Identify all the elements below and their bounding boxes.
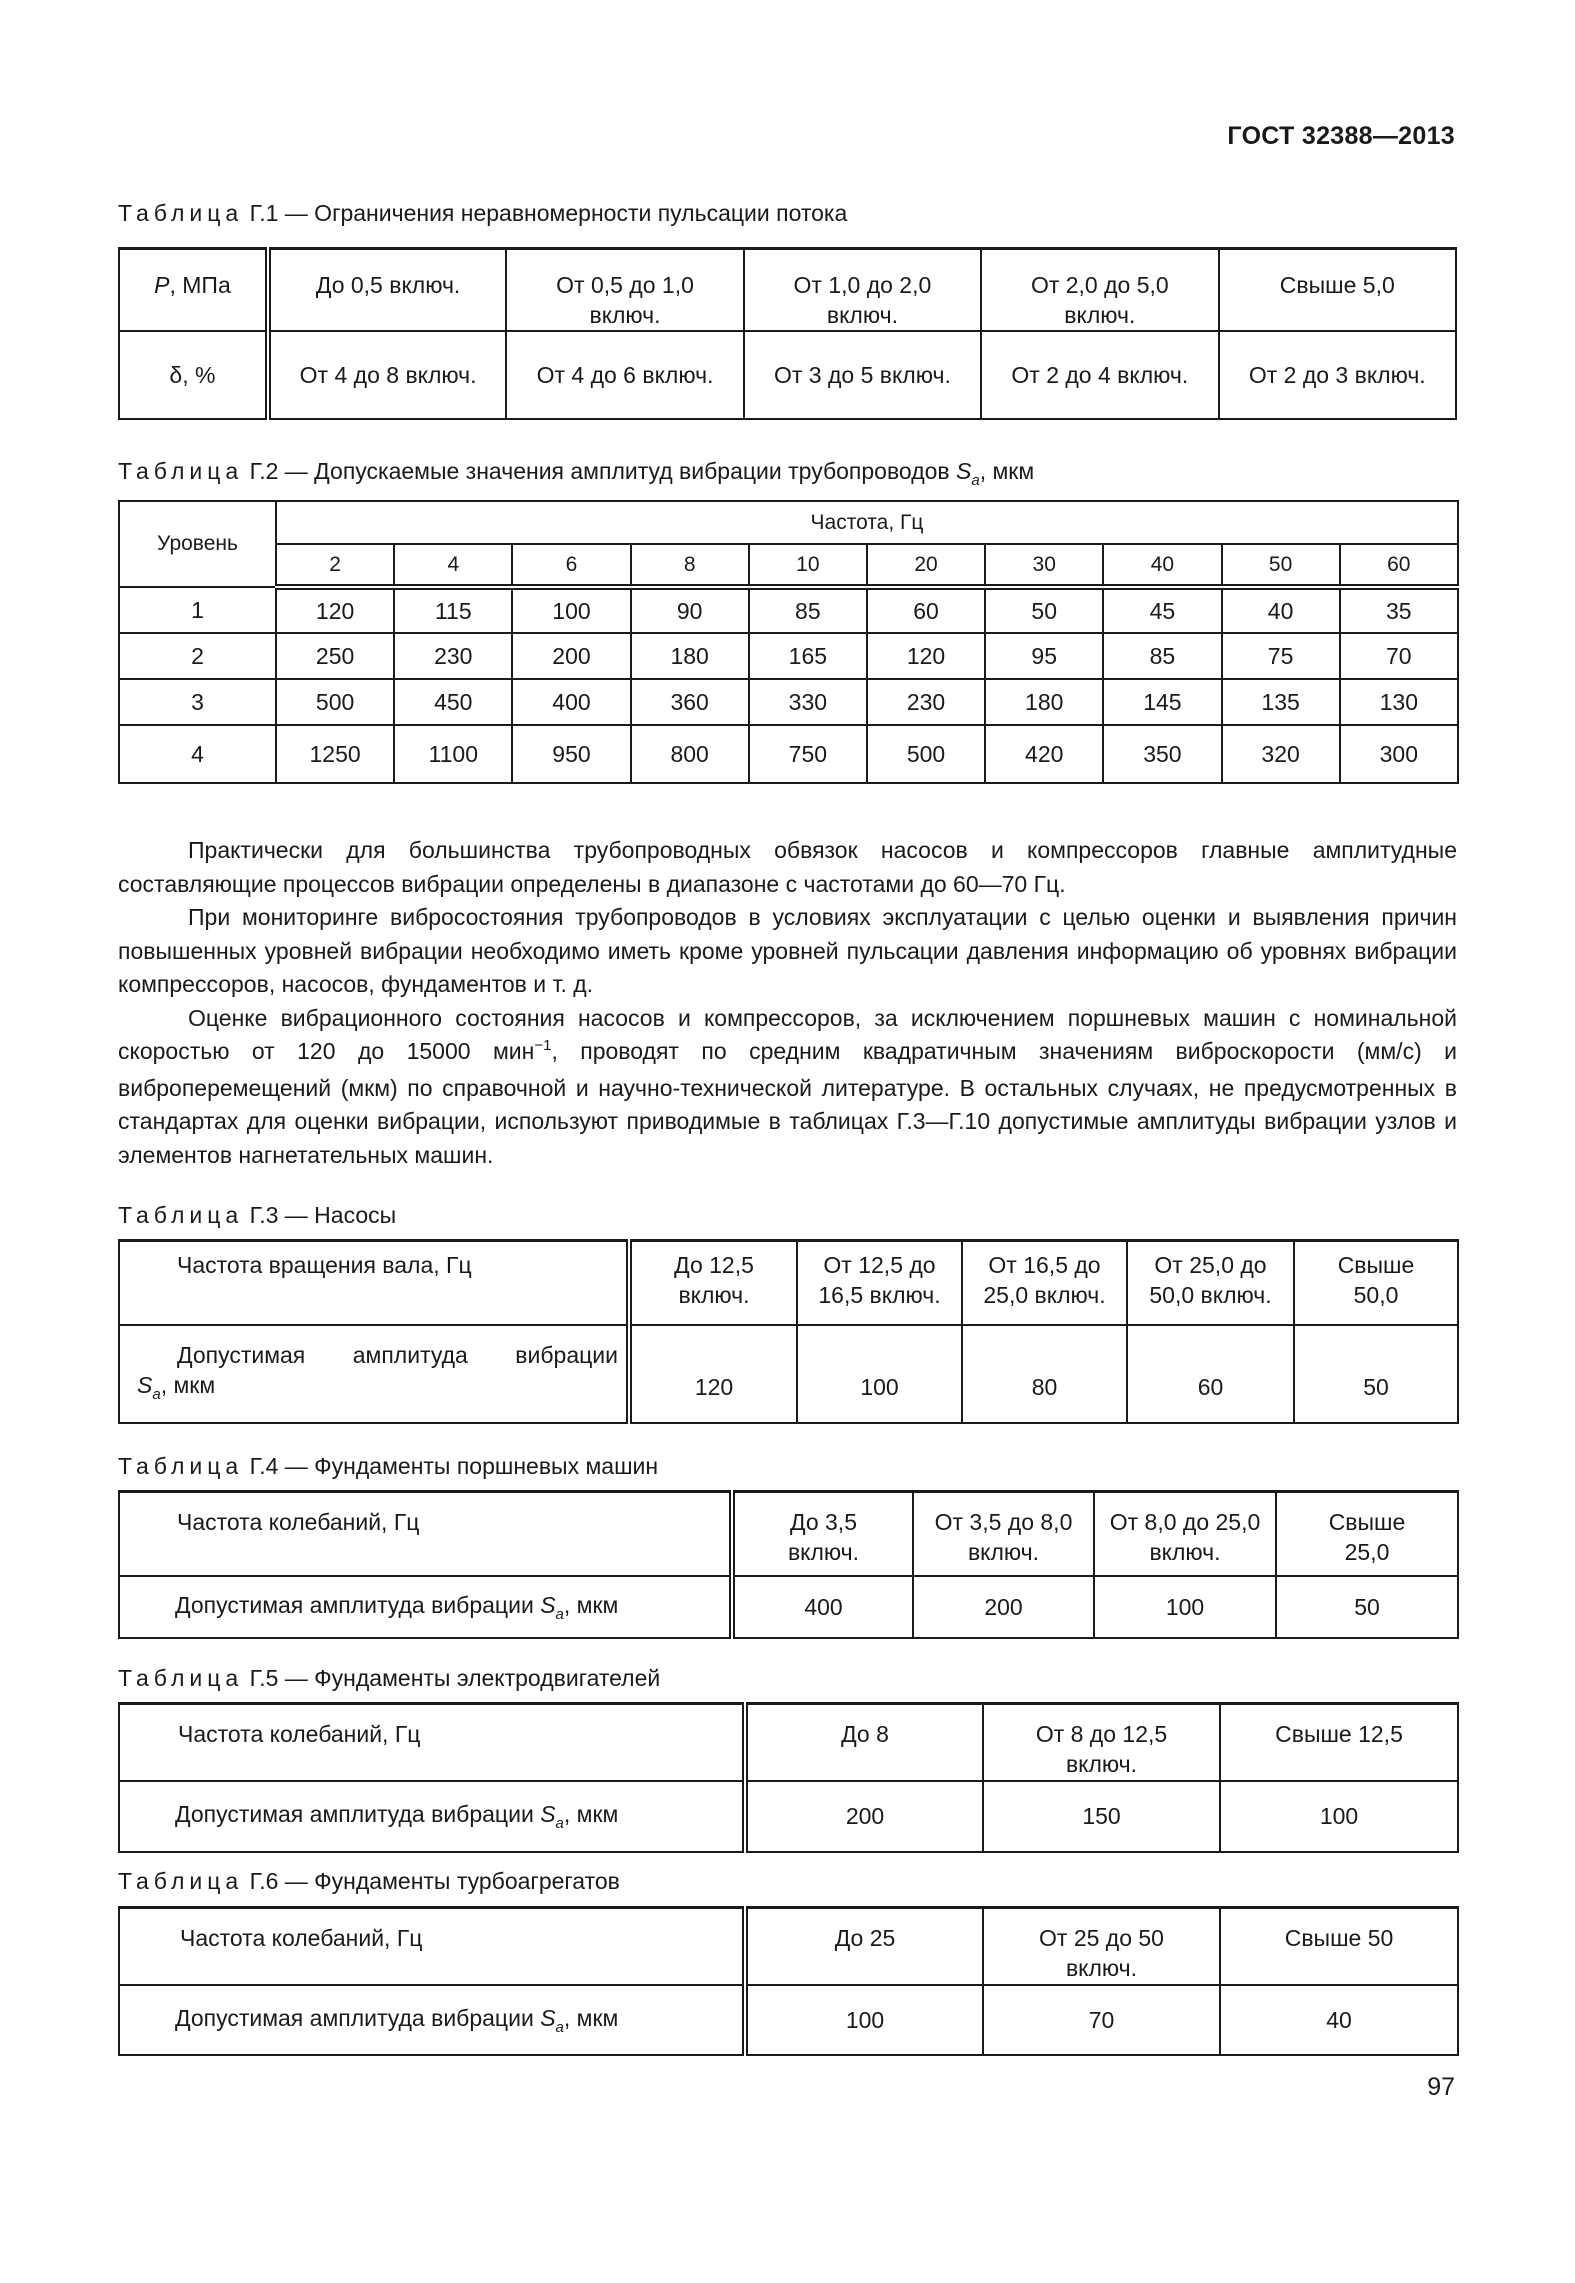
g1-head-col: До 0,5 включ. [268, 249, 506, 332]
table-g5 [118, 1702, 1459, 1853]
g2-value-cell: 180 [985, 679, 1103, 725]
g3-row-label-line2 [137, 1370, 618, 1404]
g1-head-col: От 0,5 до 1,0 включ. [506, 249, 743, 332]
g2-value-cell: 400 [512, 679, 630, 725]
g2-value-cell: 500 [867, 725, 985, 783]
g4-cell: 200 [913, 1576, 1094, 1638]
g2-value-cell: 230 [394, 633, 512, 679]
g2-value-cell: 500 [276, 679, 394, 725]
g1-row-label: δ, % [119, 331, 268, 419]
paragraph-text: При мониторинге вибросостояния трубопроводов в условиях эксплуатации с целью оценки и выявления причин повышенных уровней вибрации необходимо иметь кроме уровней пульсации давления информацию об уровнях вибрации компрессоров, насосов, фундаментов и т. д. [118, 904, 1457, 997]
g4-cell: 50 [1276, 1576, 1458, 1638]
g6-cell: 40 [1220, 1985, 1458, 2055]
g2-level-cell: 3 [119, 679, 276, 725]
g3-cell: 100 [797, 1325, 962, 1423]
table-g5-caption [118, 1665, 660, 1692]
g3-head-col: Свыше 50,0 [1294, 1241, 1458, 1325]
g2-level-cell: 2 [119, 633, 276, 679]
g4-row-label [119, 1576, 732, 1638]
g2-value-cell: 950 [512, 725, 630, 783]
symbol: S [540, 2004, 556, 2031]
g1-cell: От 2 до 4 включ. [981, 331, 1218, 419]
g1-cell: От 3 до 5 включ. [744, 331, 981, 419]
paragraph: Практически для большинства трубопроводных обвязок насосов и компрессоров главные амплитудные составляющие процессов вибрации определены в диапазоне с частотами до 60—70 Гц. [118, 837, 1457, 897]
g2-freq-cell: 40 [1103, 544, 1221, 587]
g2-value-cell: 45 [1103, 587, 1221, 633]
subscript: a [555, 1605, 564, 1623]
g2-value-cell: 750 [749, 725, 867, 783]
symbol: S [137, 1371, 153, 1398]
g3-row-label-line1: Допустимая амплитуда вибрации [177, 1341, 618, 1368]
g6-row-label [119, 1985, 745, 2055]
paragraph-text: , проводят по средним квадратичным значениям виброскорости (мм/с) и виброперемещений (мкм) по справочной и научно-технической литературе. В остальных случаях, не предусмотренных в стандартах для оценки вибрации, используют приводимые в таблицах Г.3—Г.10 допустимые амплитуды вибрации узлов и элементов нагнетательных машин. [118, 1038, 1457, 1168]
paragraph [118, 1002, 1457, 1173]
table-g6 [118, 1906, 1459, 2056]
body-text [118, 834, 1457, 1172]
caption-word: Таблица [118, 1453, 244, 1479]
g2-value-cell: 115 [394, 587, 512, 633]
superscript: −1 [534, 1037, 552, 1054]
subscript: a [555, 2018, 564, 2036]
g2-value-cell: 135 [1222, 679, 1340, 725]
g2-value-cell: 230 [867, 679, 985, 725]
table-g2-caption [118, 458, 1035, 489]
g2-value-cell: 40 [1222, 587, 1340, 633]
page-number: 97 [1427, 2073, 1455, 2101]
g2-value-cell: 120 [867, 633, 985, 679]
g1-cell: От 4 до 8 включ. [268, 331, 506, 419]
caption-symbol: S [956, 458, 972, 484]
g2-value-cell: 450 [394, 679, 512, 725]
caption-text: Г.1 — Ограничения неравномерности пульсации потока [249, 200, 848, 226]
caption-text: Г.3 — Насосы [249, 1202, 397, 1228]
g5-head-col: От 8 до 12,5 включ. [983, 1704, 1220, 1781]
g5-row-label [119, 1781, 745, 1852]
g2-value-cell: 350 [1103, 725, 1221, 783]
g6-cell: 100 [745, 1985, 983, 2055]
subscript: a [152, 1385, 161, 1403]
g2-value-cell: 330 [749, 679, 867, 725]
g3-cell: 50 [1294, 1325, 1458, 1423]
g5-cell: 100 [1220, 1781, 1458, 1852]
g2-freq-cell: 2 [276, 544, 394, 587]
caption-text: Г.5 — Фундаменты электродвигателей [249, 1665, 661, 1691]
g4-cell: 100 [1094, 1576, 1276, 1638]
g1-head-col: От 1,0 до 2,0 включ. [744, 249, 981, 332]
paragraph [118, 901, 1457, 1002]
symbol: S [540, 1591, 556, 1618]
g2-freq-cell: 30 [985, 544, 1103, 587]
symbol: S [540, 1801, 556, 1827]
g5-head-col: До 8 [745, 1704, 983, 1781]
label-text: Допустимая амплитуда вибрации [175, 2004, 541, 2031]
table-g1 [118, 247, 1457, 420]
g2-value-cell: 145 [1103, 679, 1221, 725]
g3-head-col: От 16,5 до 25,0 включ. [962, 1241, 1127, 1325]
g4-head-label: Частота колебаний, Гц [119, 1492, 732, 1576]
g2-value-cell: 50 [985, 587, 1103, 633]
g2-value-cell: 1100 [394, 725, 512, 783]
table-g3-caption [118, 1202, 396, 1229]
unit: , мкм [563, 1591, 619, 1618]
g3-head-col: До 12,5 включ. [629, 1241, 797, 1325]
g2-value-cell: 60 [867, 587, 985, 633]
g2-value-cell: 95 [985, 633, 1103, 679]
paragraph-text: Оценке вибрационного состояния насосов и компрессоров, за исключением поршневых машин с номинальной скоростью от 120 до 15000 мин [118, 1004, 1457, 1064]
g6-head-label: Частота колебаний, Гц [119, 1908, 745, 1985]
caption-text: Г.4 — Фундаменты поршневых машин [249, 1453, 659, 1479]
g2-freq-header: Частота, Гц [276, 501, 1458, 544]
g6-head-col: До 25 [745, 1908, 983, 1985]
g2-value-cell: 100 [512, 587, 630, 633]
unit: , мкм [563, 2004, 619, 2031]
g5-cell: 150 [983, 1781, 1220, 1852]
caption-text: Г.2 — Допускаемые значения амплитуд вибрации трубопроводов [249, 458, 957, 484]
table-g3 [118, 1239, 1459, 1424]
g2-value-cell: 1250 [276, 725, 394, 783]
g6-cell: 70 [983, 1985, 1220, 2055]
g2-value-cell: 200 [512, 633, 630, 679]
label-text: Допустимая амплитуда вибрации [175, 1591, 541, 1618]
g2-value-cell: 70 [1340, 633, 1458, 679]
g2-freq-cell: 50 [1222, 544, 1340, 587]
g2-level-header: Уровень [119, 501, 276, 587]
g2-freq-cell: 6 [512, 544, 630, 587]
g5-cell: 200 [745, 1781, 983, 1852]
g5-head-col: Свыше 12,5 [1220, 1704, 1458, 1781]
g2-level-cell: 1 [119, 587, 276, 633]
caption-unit: , мкм [979, 458, 1035, 484]
table-g2 [118, 500, 1459, 784]
label-text: Допустимая амплитуда вибрации [175, 1801, 541, 1827]
g2-freq-cell: 20 [867, 544, 985, 587]
g4-head-col: Свыше 25,0 [1276, 1492, 1458, 1576]
g2-value-cell: 180 [631, 633, 749, 679]
g1-head-col: Свыше 5,0 [1219, 249, 1456, 332]
g6-head-col: От 25 до 50 включ. [983, 1908, 1220, 1985]
table-g6-caption [118, 1868, 620, 1895]
subscript: a [555, 1815, 564, 1832]
g3-cell: 80 [962, 1325, 1127, 1423]
g2-freq-cell: 8 [631, 544, 749, 587]
table-row [119, 725, 1458, 783]
document-header: ГОСТ 32388—2013 [1227, 122, 1455, 150]
g1-cell: От 4 до 6 включ. [506, 331, 743, 419]
unit: , мкм [563, 1801, 619, 1827]
caption-word: Таблица [118, 1202, 244, 1228]
table-g4-caption [118, 1453, 658, 1480]
table-g1-caption [118, 200, 847, 227]
table-row [119, 633, 1458, 679]
g2-value-cell: 85 [1103, 633, 1221, 679]
g2-value-cell: 420 [985, 725, 1103, 783]
g3-row-label [119, 1325, 629, 1423]
g2-value-cell: 120 [276, 587, 394, 633]
g3-head-label: Частота вращения вала, Гц [119, 1241, 629, 1325]
g2-value-cell: 130 [1340, 679, 1458, 725]
g2-freq-cell: 10 [749, 544, 867, 587]
caption-subscript: a [971, 472, 980, 489]
g3-head-col: От 25,0 до 50,0 включ. [1127, 1241, 1294, 1325]
g2-value-cell: 800 [631, 725, 749, 783]
g2-value-cell: 250 [276, 633, 394, 679]
g2-value-cell: 165 [749, 633, 867, 679]
g4-head-col: От 8,0 до 25,0 включ. [1094, 1492, 1276, 1576]
g2-value-cell: 360 [631, 679, 749, 725]
table-g4 [118, 1490, 1459, 1639]
g4-cell: 400 [732, 1576, 913, 1638]
caption-text: Г.6 — Фундаменты турбоагрегатов [249, 1868, 620, 1894]
unit: , мкм [160, 1371, 216, 1398]
g3-cell: 60 [1127, 1325, 1294, 1423]
g1-cell: От 2 до 3 включ. [1219, 331, 1456, 419]
g4-head-col: До 3,5 включ. [732, 1492, 913, 1576]
g2-value-cell: 75 [1222, 633, 1340, 679]
g6-head-col: Свыше 50 [1220, 1908, 1458, 1985]
g2-value-cell: 320 [1222, 725, 1340, 783]
table-row [119, 587, 1458, 633]
caption-word: Таблица [118, 1868, 244, 1894]
g2-value-cell: 300 [1340, 725, 1458, 783]
g2-freq-cell: 4 [394, 544, 512, 587]
g2-value-cell: 85 [749, 587, 867, 633]
g2-freq-cell: 60 [1340, 544, 1458, 587]
g2-value-cell: 90 [631, 587, 749, 633]
caption-word: Таблица [118, 458, 244, 484]
caption-word: Таблица [118, 1665, 244, 1691]
g5-head-label: Частота колебаний, Гц [119, 1704, 745, 1781]
caption-word: Таблица [118, 200, 244, 226]
g1-head-label: P, МПа [119, 249, 268, 332]
g3-head-col: От 12,5 до 16,5 включ. [797, 1241, 962, 1325]
g4-head-col: От 3,5 до 8,0 включ. [913, 1492, 1094, 1576]
g1-head-col: От 2,0 до 5,0 включ. [981, 249, 1218, 332]
g3-cell: 120 [629, 1325, 797, 1423]
table-row [119, 679, 1458, 725]
g2-value-cell: 35 [1340, 587, 1458, 633]
g2-level-cell: 4 [119, 725, 276, 783]
